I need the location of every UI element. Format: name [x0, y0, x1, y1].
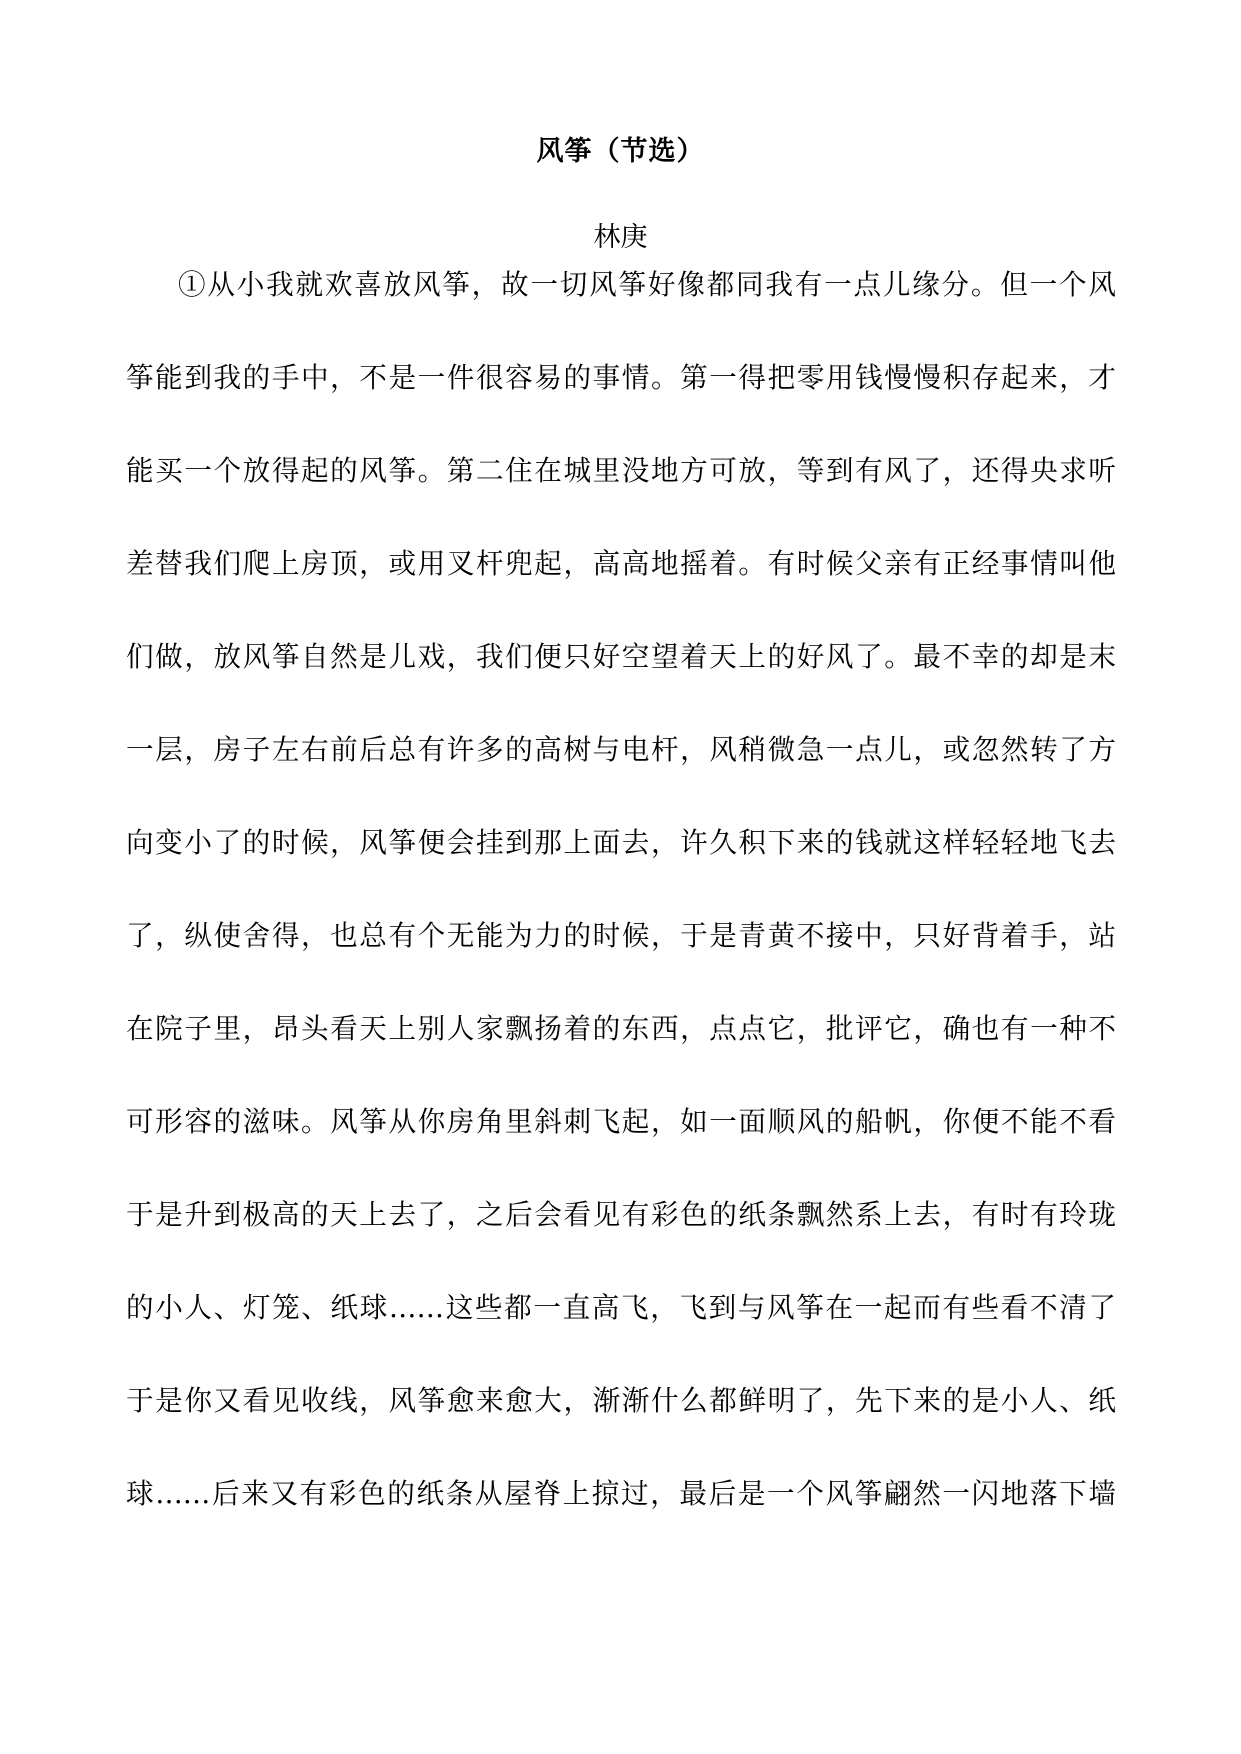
document-author: 林庚: [593, 222, 648, 253]
text-line: 差替我们爬上房顶，或用叉杆兜起，高高地摇着。有时候父亲有正经事情叫他: [126, 547, 1116, 580]
text-line: 的小人、灯笼、纸球……这些都一直高飞，飞到与风筝在一起而有些看不清了: [126, 1291, 1116, 1324]
text-line: 向变小了的时候，风筝便会挂到那上面去，许久积下来的钱就这样轻轻地飞去: [126, 826, 1116, 859]
text-line: 球……后来又有彩色的纸条从屋脊上掠过，最后是一个风筝翩然一闪地落下墙: [126, 1477, 1116, 1510]
text-line: 可形容的滋味。风筝从你房角里斜刺飞起，如一面顺风的船帆，你便不能不看: [126, 1105, 1116, 1138]
text-line: ①从小我就欢喜放风筝，故一切风筝好像都同我有一点儿缘分。但一个风: [178, 268, 1116, 301]
document-title: 风筝（节选）: [536, 136, 705, 167]
text-line: 于是你又看见收线，风筝愈来愈大，渐渐什么都鲜明了，先下来的是小人、纸: [126, 1384, 1116, 1417]
text-line: 在院子里，昂头看天上别人家飘扬着的东西，点点它，批评它，确也有一种不: [126, 1012, 1116, 1045]
text-line: 们做，放风筝自然是儿戏，我们便只好空望着天上的好风了。最不幸的却是末: [126, 640, 1116, 673]
text-line: 能买一个放得起的风筝。第二住在城里没地方可放，等到有风了，还得央求听: [126, 454, 1116, 487]
text-line: 于是升到极高的天上去了，之后会看见有彩色的纸条飘然系上去，有时有玲珑: [126, 1198, 1116, 1231]
text-line: 一层，房子左右前后总有许多的高树与电杆，风稍微急一点儿，或忽然转了方: [126, 733, 1116, 766]
text-line: 了，纵使舍得，也总有个无能为力的时候，于是青黄不接中，只好背着手，站: [126, 919, 1116, 952]
text-line: 筝能到我的手中，不是一件很容易的事情。第一得把零用钱慢慢积存起来，才: [126, 361, 1116, 394]
